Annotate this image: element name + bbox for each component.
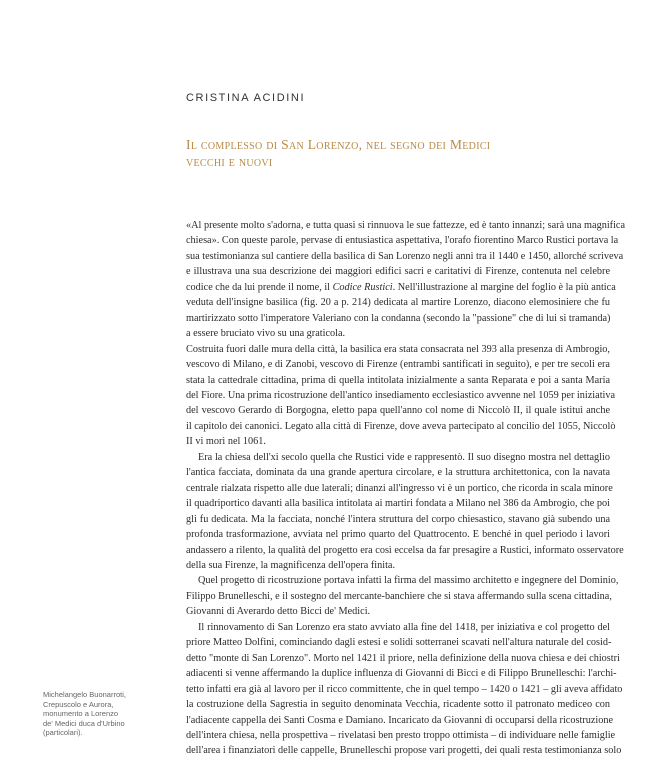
body-paragraph	[186, 342, 616, 450]
text-line: Filippo Brunelleschi, e il sostegno del mercante-banchiere che si stava affermando sulla scena cittadina,	[186, 590, 612, 602]
text-line: il quadriportico davanti alla basilica intitolata ai martiri fondata a Milano nel 386 da Ambrogio, che poi	[186, 498, 610, 510]
text-line: II vi morì nel 1061.	[186, 436, 266, 448]
text-line: gli fu dedicata. Ma la facciata, nonché l'intera struttura del corpo chiesastico, stavano già subendo una	[186, 513, 610, 525]
caption-line: Crepuscolo e Aurora,	[43, 699, 114, 709]
body-text	[186, 218, 626, 759]
text-line: Giovanni di Averardo detto Bicci de' Medici.	[186, 606, 371, 618]
text-line: chiesa». Con queste parole, pervase di entusiastica aspettativa, l'orafo fiorentino Marco Rustici portava la	[186, 235, 619, 247]
text-line: la costruzione della Sagrestia in seguito denominata Vecchia, ricadente sotto il patronato mediceo con	[186, 699, 610, 711]
figure-caption	[43, 690, 163, 738]
text-line: a essere bruciato vivo su una graticola.	[186, 328, 346, 340]
text-line: Costruita fuori dalle mura della città, la basilica era stata consacrata nel 393 alla presenza di Ambrogio,	[186, 343, 610, 355]
text-line: dell'area i finanziatori delle cappelle, Brunelleschi propose vari progetti, dei quali resta testimonianza solo	[186, 745, 622, 757]
text-line: vescovo di Milano, e di Zanobi, vescovo di Firenze (entrambi santificati in seguito), e per tre secoli era	[186, 359, 610, 371]
text-line: il capitolo dei canonici. Legato alla città di Firenze, dove aveva partecipato al concilio del 1055, Niccolò	[186, 420, 616, 432]
text-line: priore Matteo Dolfini, cominciando dagli estesi e solidi sotterranei scavati nell'altura naturale del cosid-	[186, 637, 612, 649]
author-name: CRISTINA ACIDINI	[186, 92, 306, 104]
body-paragraph	[186, 450, 624, 574]
text-line: centrale rialzata rispetto alle due laterali; dinanzi all'ingresso vi è un portico, che ricorda in scala minore	[186, 482, 613, 494]
text-line: l'antica facciata, dominata da una grande apertura circolare, e la struttura architettonica, con la navata	[186, 467, 610, 479]
text-line: Era la chiesa dell'xi secolo quella che Rustici vide e rappresentò. Il suo disegno mostra nel dettaglio	[198, 451, 610, 463]
text-line: andassero a rilento, la qualità del progetto era così eccelsa da far presagire a Rustici, informato osservatore	[186, 544, 624, 556]
caption-line: Michelangelo Buonarroti,	[43, 690, 126, 699]
text-line: «Al presente molto s'adorna, e tutta quasi si rinnuova le sue fattezze, ed è tanto innanzi; sarà una magnifica	[186, 220, 626, 231]
text-line: del Fiore. Una prima ricostruzione dell'antico insediamento ecclesiastico avvenne nel 1059 per iniziativa	[186, 389, 616, 401]
text-line: detto "monte di San Lorenzo". Morto nel 1421 il priore, nella definizione della nuova chiesa e dei chiostri	[186, 652, 620, 664]
body-paragraph	[186, 620, 623, 759]
text-line: Quel progetto di ricostruzione portava infatti la firma del massimo architetto e ingegnere del Dominio,	[198, 575, 619, 587]
caption-line: de' Medici duca d'Urbino	[43, 718, 125, 728]
text-line: della sua Firenze, la magnificenza dell'opera finita.	[186, 559, 396, 571]
text-line: stata la cattedrale cittadina, prima di quella intitolata inizialmente a santa Reparata e poi a santa Maria	[186, 374, 610, 386]
caption-line: monumento a Lorenzo	[43, 709, 119, 719]
chapter-title	[186, 136, 606, 170]
text-line: veduta dell'insigne basilica (fig. 20 a p. 214) dedicata al martire Lorenzo, diacono elemosiniere che fu	[186, 297, 610, 309]
body-paragraph	[186, 573, 619, 619]
chapter-title-line-2: vecchi e nuovi	[186, 154, 273, 169]
body-paragraph	[186, 218, 626, 342]
text-line: profonda trasformazione, avviata nel primo quarto del Quattrocento. E benché in quel periodo i lavori	[186, 529, 610, 541]
text-line: e illustrava una sua descrizione dei maggiori edifici sacri e caritativi di Firenze, contenuta nel celebre	[186, 266, 610, 278]
text-line: Il rinnovamento di San Lorenzo era stato avviato alla fine del 1418, per iniziativa e col progetto del	[198, 621, 610, 633]
text-line: sua testimonianza sul cantiere della basilica di San Lorenzo negli anni tra il 1440 e 1450, allorché scriveva	[186, 250, 624, 262]
text-line: dell'intera chiesa, nella prospettiva – rivelatasi ben presto troppo ottimista – di individuare nelle famiglie	[186, 729, 616, 741]
text-line: tetto infatti era già al lavoro per il ricco committente, che in quel tempo – 1420 o 1421 – gli aveva affidato	[186, 683, 623, 695]
caption-line: (particolari).	[43, 728, 83, 738]
text-line: codice che da lui prende il nome, il Codice Rustici. Nell'illustrazione al margine del foglio è la più antica	[186, 281, 616, 293]
text-line: l'adiacente cappella dei Santi Cosma e Damiano. Incaricato da Giovanni di occuparsi della ricostruzione	[186, 714, 614, 726]
text-line: martirizzato sotto l'imperatore Valeriano con la condanna (secondo la "passione" che di lui si tramanda)	[186, 312, 611, 324]
text-line: adiacenti si venne affermando la duplice influenza di Giovanni di Bicci e di Filippo Brunelleschi: l'archi-	[186, 668, 617, 680]
text-line: del vescovo Gerardo di Borgogna, eletto papa quell'anno col nome di Niccolò II, il quale istituì anche	[186, 405, 610, 417]
chapter-title-line-1: Il complesso di San Lorenzo, nel segno dei Medici	[186, 137, 491, 152]
